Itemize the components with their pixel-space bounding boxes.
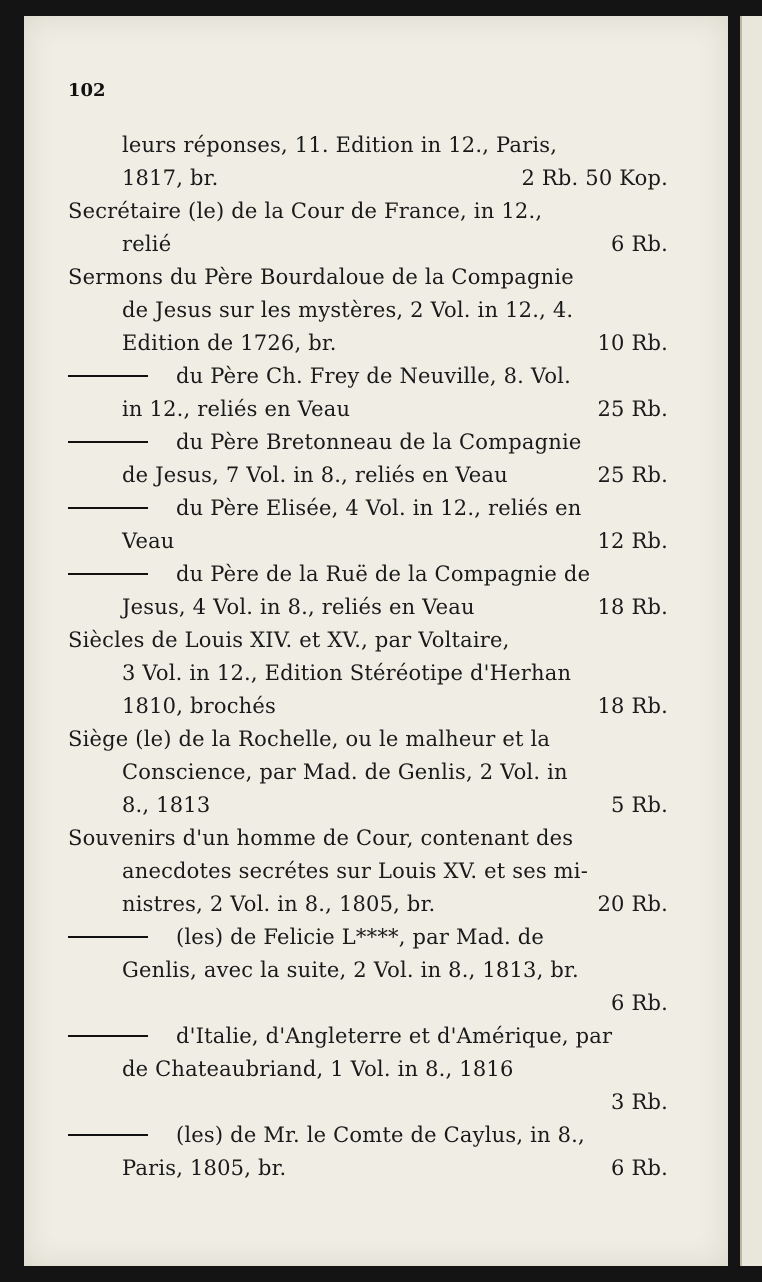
catalogue-line: (les) de Felicie L****, par Mad. de	[68, 921, 544, 954]
catalogue-line: du Père Bretonneau de la Compagnie	[68, 426, 582, 459]
catalogue-line: Sermons du Père Bourdaloue de la Compagnie	[68, 265, 574, 289]
price: 12 Rb.	[597, 529, 668, 553]
price: 20 Rb.	[597, 892, 668, 916]
catalogue-line: in 12., reliés en Veau 25 Rb.	[122, 393, 668, 426]
catalogue-line: 8., 1813 5 Rb.	[122, 789, 668, 822]
price: 2 Rb. 50 Kop.	[521, 166, 668, 190]
catalogue-line: de Chateaubriand, 1 Vol. in 8., 1816	[122, 1057, 514, 1081]
page-number: 102	[68, 80, 106, 101]
price: 6 Rb.	[611, 1156, 668, 1180]
catalogue-line: Paris, 1805, br. 6 Rb.	[122, 1152, 668, 1185]
ditto-dash	[68, 1134, 148, 1136]
catalogue-line: relié 6 Rb.	[122, 228, 668, 261]
ditto-dash	[68, 507, 148, 509]
catalogue-line: 3 Vol. in 12., Edition Stéréotipe d'Herhan	[122, 661, 572, 685]
catalogue-line: Conscience, par Mad. de Genlis, 2 Vol. in	[122, 760, 568, 784]
price: 3 Rb.	[611, 1090, 668, 1114]
price: 18 Rb.	[597, 595, 668, 619]
catalogue-line: Siège (le) de la Rochelle, ou le malheur et la	[68, 727, 551, 751]
catalogue-line: du Père Elisée, 4 Vol. in 12., reliés en	[68, 492, 582, 525]
adjacent-page-edge	[740, 16, 762, 1266]
ditto-dash	[68, 375, 148, 377]
catalogue-line: 1817, br. 2 Rb. 50 Kop.	[122, 162, 668, 195]
catalogue-line: du Père de la Ruë de la Compagnie de	[68, 558, 590, 591]
price: 18 Rb.	[597, 694, 668, 718]
catalogue-line	[122, 1086, 668, 1119]
catalogue-line: de Jesus, 7 Vol. in 8., reliés en Veau 25 Rb.	[122, 459, 668, 492]
price: 10 Rb.	[597, 331, 668, 355]
ditto-dash	[68, 936, 148, 938]
catalogue-line: Souvenirs d'un homme de Cour, contenant des	[68, 826, 574, 850]
catalogue-line: Veau 12 Rb.	[122, 525, 668, 558]
ditto-dash	[68, 573, 148, 575]
catalogue-line: Siècles de Louis XIV. et XV., par Voltaire,	[68, 628, 510, 652]
ditto-dash	[68, 1035, 148, 1037]
catalogue-line: d'Italie, d'Angleterre et d'Amérique, par	[68, 1020, 612, 1053]
price: 6 Rb.	[611, 991, 668, 1015]
price: 25 Rb.	[597, 397, 668, 421]
catalogue-line: leurs réponses, 11. Edition in 12., Paris,	[122, 133, 558, 157]
catalogue-line: (les) de Mr. le Comte de Caylus, in 8.,	[68, 1119, 585, 1152]
catalogue-line: Secrétaire (le) de la Cour de France, in 12.,	[68, 199, 543, 223]
price: 25 Rb.	[597, 463, 668, 487]
price: 6 Rb.	[611, 232, 668, 256]
price: 5 Rb.	[611, 793, 668, 817]
catalogue-line: 1810, brochés 18 Rb.	[122, 690, 668, 723]
catalogue-line: nistres, 2 Vol. in 8., 1805, br. 20 Rb.	[122, 888, 668, 921]
catalogue-line: Genlis, avec la suite, 2 Vol. in 8., 1813, br.	[122, 958, 579, 982]
catalogue-line	[122, 987, 668, 1020]
catalogue-line: de Jesus sur les mystères, 2 Vol. in 12., 4.	[122, 298, 574, 322]
catalogue-line: Edition de 1726, br. 10 Rb.	[122, 327, 668, 360]
catalogue-line: du Père Ch. Frey de Neuville, 8. Vol.	[68, 360, 571, 393]
catalogue-line: anecdotes secrétes sur Louis XV. et ses mi-	[122, 859, 589, 883]
catalogue-line: Jesus, 4 Vol. in 8., reliés en Veau 18 Rb.	[122, 591, 668, 624]
ditto-dash	[68, 441, 148, 443]
